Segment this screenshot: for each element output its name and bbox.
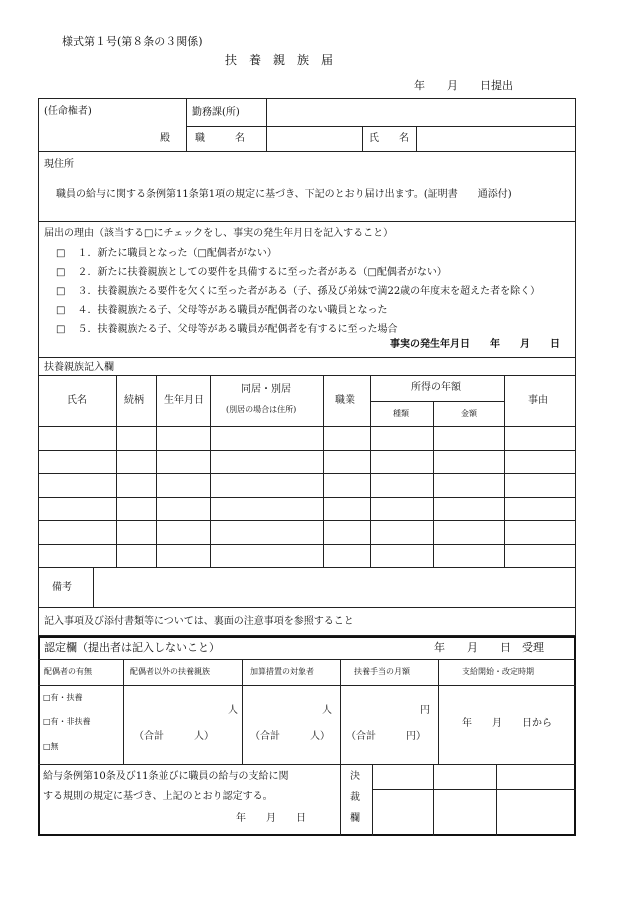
- address-field[interactable]: [90, 152, 574, 176]
- address-label: 現住所: [44, 159, 74, 170]
- statement-text: 職員の給与に関する条例第11条第1項の規定に基づき、下記のとおり届け出ます。(証明書 通添付): [56, 189, 512, 200]
- col-other-dependents: 配偶者以外の扶養親族: [130, 667, 210, 676]
- cert-date: 年 月 日: [236, 813, 306, 824]
- monthly-total: （合計 円）: [346, 731, 426, 742]
- dept-field[interactable]: [267, 99, 575, 125]
- remarks-label: 備考: [52, 582, 72, 593]
- appointer-label: (任命権者): [44, 106, 92, 117]
- col-addition: 加算措置の対象者: [250, 667, 314, 676]
- reason-item[interactable]: [56, 287, 540, 297]
- cert-text-2: する規則の規定に基づき、上記のとおり認定する。: [43, 791, 273, 802]
- checkbox-icon[interactable]: □: [56, 324, 66, 335]
- spouse-opt-3[interactable]: □無: [43, 742, 59, 751]
- kessai-3: 欄: [350, 813, 360, 824]
- reason-text: ５．扶養親族たる子、父母等がある職員が配偶者を有するに至った場合: [77, 324, 398, 335]
- checkbox-icon[interactable]: □: [56, 286, 66, 297]
- table-row[interactable]: [39, 498, 575, 520]
- col-relation: 続柄: [124, 395, 144, 406]
- approval-heading: 認定欄（提出者は記入しないこと）: [44, 641, 220, 654]
- submit-date: 年 月 日提出: [414, 79, 513, 92]
- addition-total: （合計 人）: [250, 731, 330, 742]
- other-unit: 人: [228, 705, 238, 716]
- monthly-unit: 円: [420, 705, 430, 716]
- name-field[interactable]: [417, 127, 575, 150]
- table-row[interactable]: [39, 545, 575, 567]
- col-birth: 生年月日: [164, 395, 204, 406]
- reason-text: １．新たに職員となった（□配偶者がない）: [77, 248, 277, 259]
- form-number: 様式第１号(第８条の３関係): [62, 35, 203, 48]
- remarks-field[interactable]: [94, 568, 575, 606]
- col-living: 同居・別居: [241, 384, 291, 395]
- received-date: 年 月 日 受理: [434, 641, 544, 654]
- spouse-opt-1[interactable]: □有・扶養: [43, 693, 83, 702]
- start-date: 年 月 日から: [462, 718, 552, 729]
- table-row[interactable]: [39, 427, 575, 449]
- col-income-kind: 種類: [393, 409, 409, 418]
- col-living-sub: (別居の場合は住所): [226, 405, 297, 414]
- addition-unit: 人: [322, 705, 332, 716]
- reason-item[interactable]: [56, 306, 387, 316]
- reason-item[interactable]: [56, 249, 277, 259]
- col-name: 氏名: [67, 395, 87, 406]
- table-row[interactable]: [39, 474, 575, 496]
- reason-heading: 届出の理由（該当する□にチェックをし、事実の発生年月日を記入すること）: [44, 228, 394, 239]
- dependents-heading: 扶養親族記入欄: [44, 362, 114, 373]
- table-row[interactable]: [39, 521, 575, 543]
- reason-text: ３．扶養親族たる要件を欠くに至った者がある（子、孫及び弟妹で満22歳の年度末を超えた者を除く）: [77, 286, 541, 297]
- checkbox-icon[interactable]: □: [56, 305, 66, 316]
- col-monthly: 扶養手当の月額: [354, 667, 410, 676]
- form-title: 扶 養 親 族 届: [225, 53, 334, 67]
- col-spouse: 配偶者の有無: [44, 667, 92, 676]
- post-label: 職 名: [195, 133, 245, 144]
- col-start: 支給開始・改定時期: [462, 667, 534, 676]
- checkbox-icon[interactable]: □: [56, 267, 66, 278]
- checkbox-icon[interactable]: □: [56, 248, 66, 259]
- cert-text-1: 給与条例第10条及び11条並びに職員の給与の支給に関: [43, 771, 289, 782]
- other-total: （合計 人）: [134, 731, 214, 742]
- note-text: 記入事項及び添付書類等については、裏面の注意事項を参照すること: [44, 616, 354, 627]
- reason-text: ４．扶養親族たる子、父母等がある職員が配偶者のない職員となった: [77, 305, 388, 316]
- name-label: 氏 名: [369, 133, 409, 144]
- reason-item[interactable]: [56, 268, 447, 278]
- dono-label: 殿: [160, 133, 170, 144]
- reason-text: ２．新たに扶養親族としての要件を具備するに至った者がある（□配偶者がない）: [77, 267, 447, 278]
- post-field[interactable]: [267, 127, 361, 150]
- reason-item[interactable]: [56, 325, 397, 335]
- dept-label: 勤務課(所): [192, 107, 240, 118]
- kessai-1: 決: [350, 771, 360, 782]
- table-row[interactable]: [39, 451, 575, 473]
- occurrence-date: 事実の発生年月日 年 月 日: [390, 339, 560, 350]
- spouse-opt-2[interactable]: □有・非扶養: [43, 717, 91, 726]
- col-reason: 事由: [528, 395, 548, 406]
- col-income: 所得の年額: [411, 382, 461, 393]
- col-income-amount: 金額: [461, 409, 477, 418]
- col-job: 職業: [335, 395, 355, 406]
- kessai-2: 裁: [350, 792, 360, 803]
